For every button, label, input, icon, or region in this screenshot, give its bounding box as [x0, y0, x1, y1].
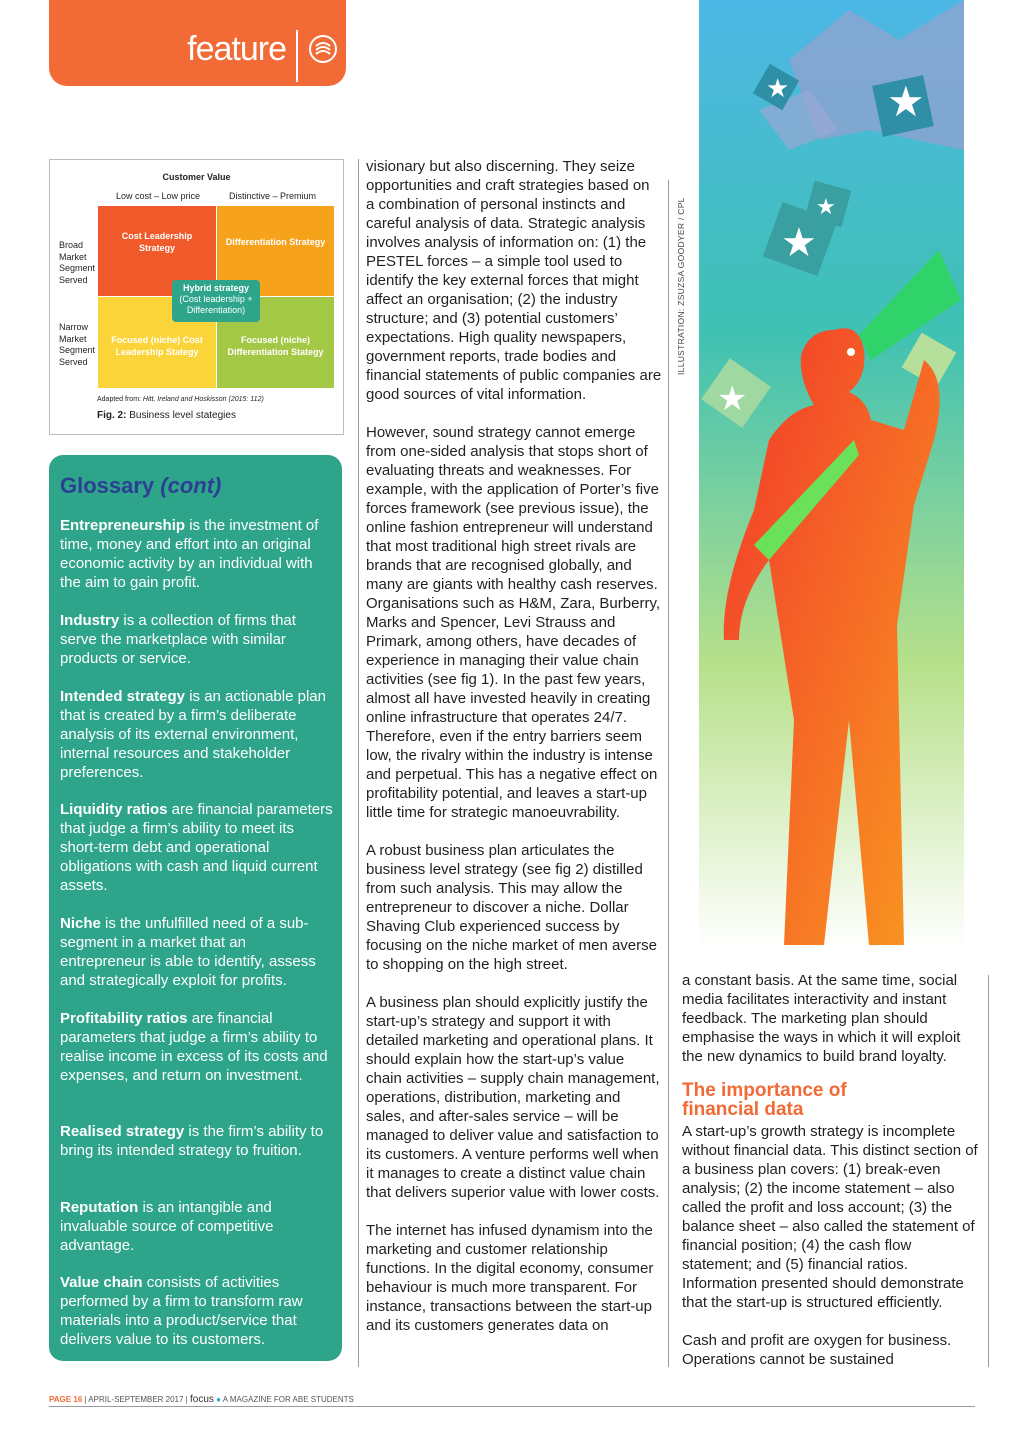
- glossary-definition: is a collection of firms that serve the marketplace with similar products or service.: [60, 612, 296, 667]
- body-paragraph: A robust business plan articulates the business level strategy (see fig 2) distilled from such analysis. This may allow the entrepreneur to discover a niche. Dollar Shaving Club experienced success by focusing on the niche market of men averse to shopping on the high street.: [366, 842, 657, 973]
- glossary-definition: is an intangible and invaluable source of competitive advantage.: [60, 1199, 274, 1254]
- glossary-entry: [60, 1198, 335, 1255]
- column-low-cost: Low cost – Low price: [116, 191, 201, 201]
- illustration-credit: ILLUSTRATION: ZSUZSA GOODYER / CPL: [676, 197, 686, 375]
- right-column-bottom: [682, 1122, 978, 1369]
- glossary-definition: is the unfulfilled need of a sub-segment in a market that an entrepreneur is able to identify, assess and strategically exploit for profits.: [60, 915, 316, 989]
- glossary-term: Profitability ratios: [60, 1010, 188, 1027]
- glossary-definition: is an actionable plan that is created by a firm’s deliberate analysis of its external environment, internal resources and stakeholder preferences.: [60, 688, 326, 781]
- cost-leadership-label: Cost Leadership Strategy: [121, 231, 193, 253]
- glossary-title-text: Glossary: [60, 473, 155, 498]
- abe-logo-icon: [308, 34, 338, 64]
- body-paragraph: visionary but also discerning. They seize opportunities and craft strategies based on a combination of personal instincts and careful analysis of data. Strategic analysis involves analysis of information on: (1) the PESTEL forces – a simple tool used to identify the key external forces that might affect an organisation; (2) the industry structure; and (3) potential customers’ expectations. High quality newspapers, government reports, trade bodies and financial statements of public companies are good sources of vital information.: [366, 158, 662, 403]
- row-broad-line: Broad: [59, 240, 84, 250]
- glossary-term: Niche: [60, 915, 101, 932]
- hybrid-line: Differentiation): [186, 305, 246, 315]
- glossary-entry: [60, 516, 335, 592]
- glossary-title: [60, 473, 221, 499]
- glossary-entry: [60, 1122, 335, 1160]
- body-paragraph: A start-up’s growth strategy is incomplete without financial data. This distinct section of a business plan covers: (1) break-even analysis; (2) the income statement – also called the profit and loss account; (3) the balance sheet – also called the statement of financial position; (4) the cash flow statement; and (5) financial ratios. Information presented should demonstrate that the start-up is structured efficiently.: [682, 1123, 978, 1311]
- column-premium: Distinctive – Premium: [229, 191, 317, 201]
- svg-text:★: ★: [781, 221, 817, 265]
- footer-rule: [49, 1406, 975, 1407]
- glossary-definition: consists of activities performed by a firm to transform raw materials into a product/service that delivers value to its customers.: [60, 1274, 303, 1348]
- column-rule: [988, 975, 989, 1367]
- glossary-entry: [60, 1009, 335, 1085]
- row-narrow-market: [59, 322, 95, 368]
- middle-column: [366, 157, 662, 1335]
- section-heading: The importance of financial data: [682, 1080, 847, 1120]
- row-narrow-line: Segment: [59, 345, 96, 355]
- business-strategy-figure: [49, 159, 344, 435]
- body-paragraph: a constant basis. At the same time, social media facilitates interactivity and instant feedback. The marketing plan should emphasise the ways in which it will exploit the new dynamics to build brand loyalty.: [682, 972, 961, 1065]
- glossary-panel: [49, 455, 342, 1361]
- row-narrow-line: Narrow: [59, 322, 89, 332]
- glossary-term: Reputation: [60, 1199, 139, 1216]
- svg-text:★: ★: [816, 194, 836, 219]
- caption-label: Fig. 2:: [97, 410, 127, 421]
- glossary-entry: [60, 800, 335, 895]
- column-rule: [668, 180, 669, 1367]
- column-rule: [358, 159, 359, 1367]
- magazine-tagline: A MAGAZINE FOR ABE STUDENTS: [222, 1395, 354, 1404]
- glossary-term: Entrepreneurship: [60, 517, 186, 534]
- right-column-top: [682, 971, 978, 1066]
- svg-text:★: ★: [717, 380, 748, 418]
- body-paragraph: However, sound strategy cannot emerge from one-sided analysis that stops short of evaluating threats and weaknesses. For example, with the application of Porter’s five forces framework (see previous issue), the online fashion entrepreneur will understand that most traditional high street rivals are brands that are recognised globally, and many are giants with healthy cash reserves. Organisations such as H&M, Zara, Burberry, Marks and Spencer, Levi Strauss and Primark, among others, have decades of experience in managing their value chain activities (see fig 1). In the past few years, almost all have invested heavily in creating online infrastructure that operates 24/7. Therefore, even if the entry barriers seem low, the rivalry within the industry is intense and perpetual. This has a negative effect on profitability potential, and leaves a start-up little time for strategic manoeuvrability.: [366, 424, 660, 821]
- glossary-definition: is the firm’s ability to bring its intended strategy to fruition.: [60, 1123, 324, 1159]
- differentiation-label: Differentiation Strategy: [225, 237, 326, 247]
- row-broad-line: Segment: [59, 263, 96, 273]
- glossary-title-suffix: (cont): [160, 473, 222, 498]
- page-footer: PAGE 16 | APRIL-SEPTEMBER 2017 | focus ● A MAGAZINE FOR ABE STUDENTS: [49, 1394, 354, 1405]
- glossary-term: Industry: [60, 612, 120, 629]
- tab-divider: [296, 30, 298, 82]
- row-narrow-line: Market: [59, 333, 87, 344]
- glossary-entry: [60, 1273, 335, 1349]
- hybrid-title: Hybrid strategy: [182, 283, 250, 293]
- glossary-definition: are financial parameters that judge a firm’s ability to meet its short-term debt and operational obligations with cash and liquid current assets.: [60, 801, 333, 894]
- issue-date: APRIL-SEPTEMBER 2017: [88, 1395, 184, 1404]
- svg-text:★: ★: [887, 78, 925, 125]
- magazine-name: focus: [189, 1394, 214, 1405]
- figure-source: [97, 396, 264, 403]
- focused-cost-label: Focused (niche) Cost Leadership Stategy: [111, 334, 203, 357]
- row-narrow-line: Served: [59, 356, 88, 367]
- glossary-term: Intended strategy: [60, 688, 186, 705]
- glossary-entry: [60, 687, 335, 782]
- svg-text:★: ★: [766, 73, 790, 103]
- source-reference: Hitt, Ireland and Hoskisson (2015: 112): [142, 396, 264, 403]
- body-paragraph: The internet has infused dynamism into the marketing and customer relationship functions. In the digital economy, consumer behaviour is much more transparent. For instance, transactions between the start-up and its customers generates data on: [366, 1222, 654, 1334]
- caption-text: Business level stategies: [126, 410, 236, 421]
- hybrid-strategy-box: [172, 280, 260, 322]
- hybrid-line: (Cost leadership +: [179, 294, 253, 304]
- glossary-term: Realised strategy: [60, 1123, 185, 1140]
- section-tab: [49, 0, 346, 86]
- body-paragraph: Cash and profit are oxygen for business. Operations cannot be sustained: [682, 1332, 952, 1368]
- page-number: PAGE 16: [49, 1395, 83, 1404]
- source-prefix: Adapted from:: [97, 396, 143, 403]
- figure-title: Customer Value: [162, 172, 231, 182]
- megaphone-figure-illustration: [699, 0, 964, 950]
- row-broad-market: [59, 240, 95, 286]
- glossary-term: Liquidity ratios: [60, 801, 168, 818]
- figure-caption: [97, 410, 236, 421]
- row-broad-line: Market: [59, 251, 87, 262]
- glossary-term: Value chain: [60, 1274, 143, 1291]
- abe-mark-icon: ●: [216, 1395, 221, 1404]
- focused-diff-label: Focused (niche) Differentiation Stategy: [227, 334, 324, 357]
- glossary-definition: is the investment of time, money and effort into an original economic activity by an individual with the aim to gain profit.: [60, 517, 319, 591]
- glossary-definition: are financial parameters that judge a firm’s ability to realise income in excess of its costs and expenses, and return on investment.: [60, 1010, 328, 1084]
- section-label: feature: [187, 30, 286, 68]
- body-paragraph: A business plan should explicitly justify the start-up’s strategy and support it with detailed marketing and operational plans. It should explain how the start-up’s value chain activities – supply chain management, operations, distribution, marketing and sales, and after-sales service – will be managed to deliver value and satisfaction to its customers. A venture performs well when it manages to create a distinct value chain that delivers superior value with lower costs.: [366, 994, 660, 1201]
- glossary-entry: [60, 914, 335, 990]
- row-broad-line: Served: [59, 274, 88, 285]
- glossary-entry: [60, 611, 335, 668]
